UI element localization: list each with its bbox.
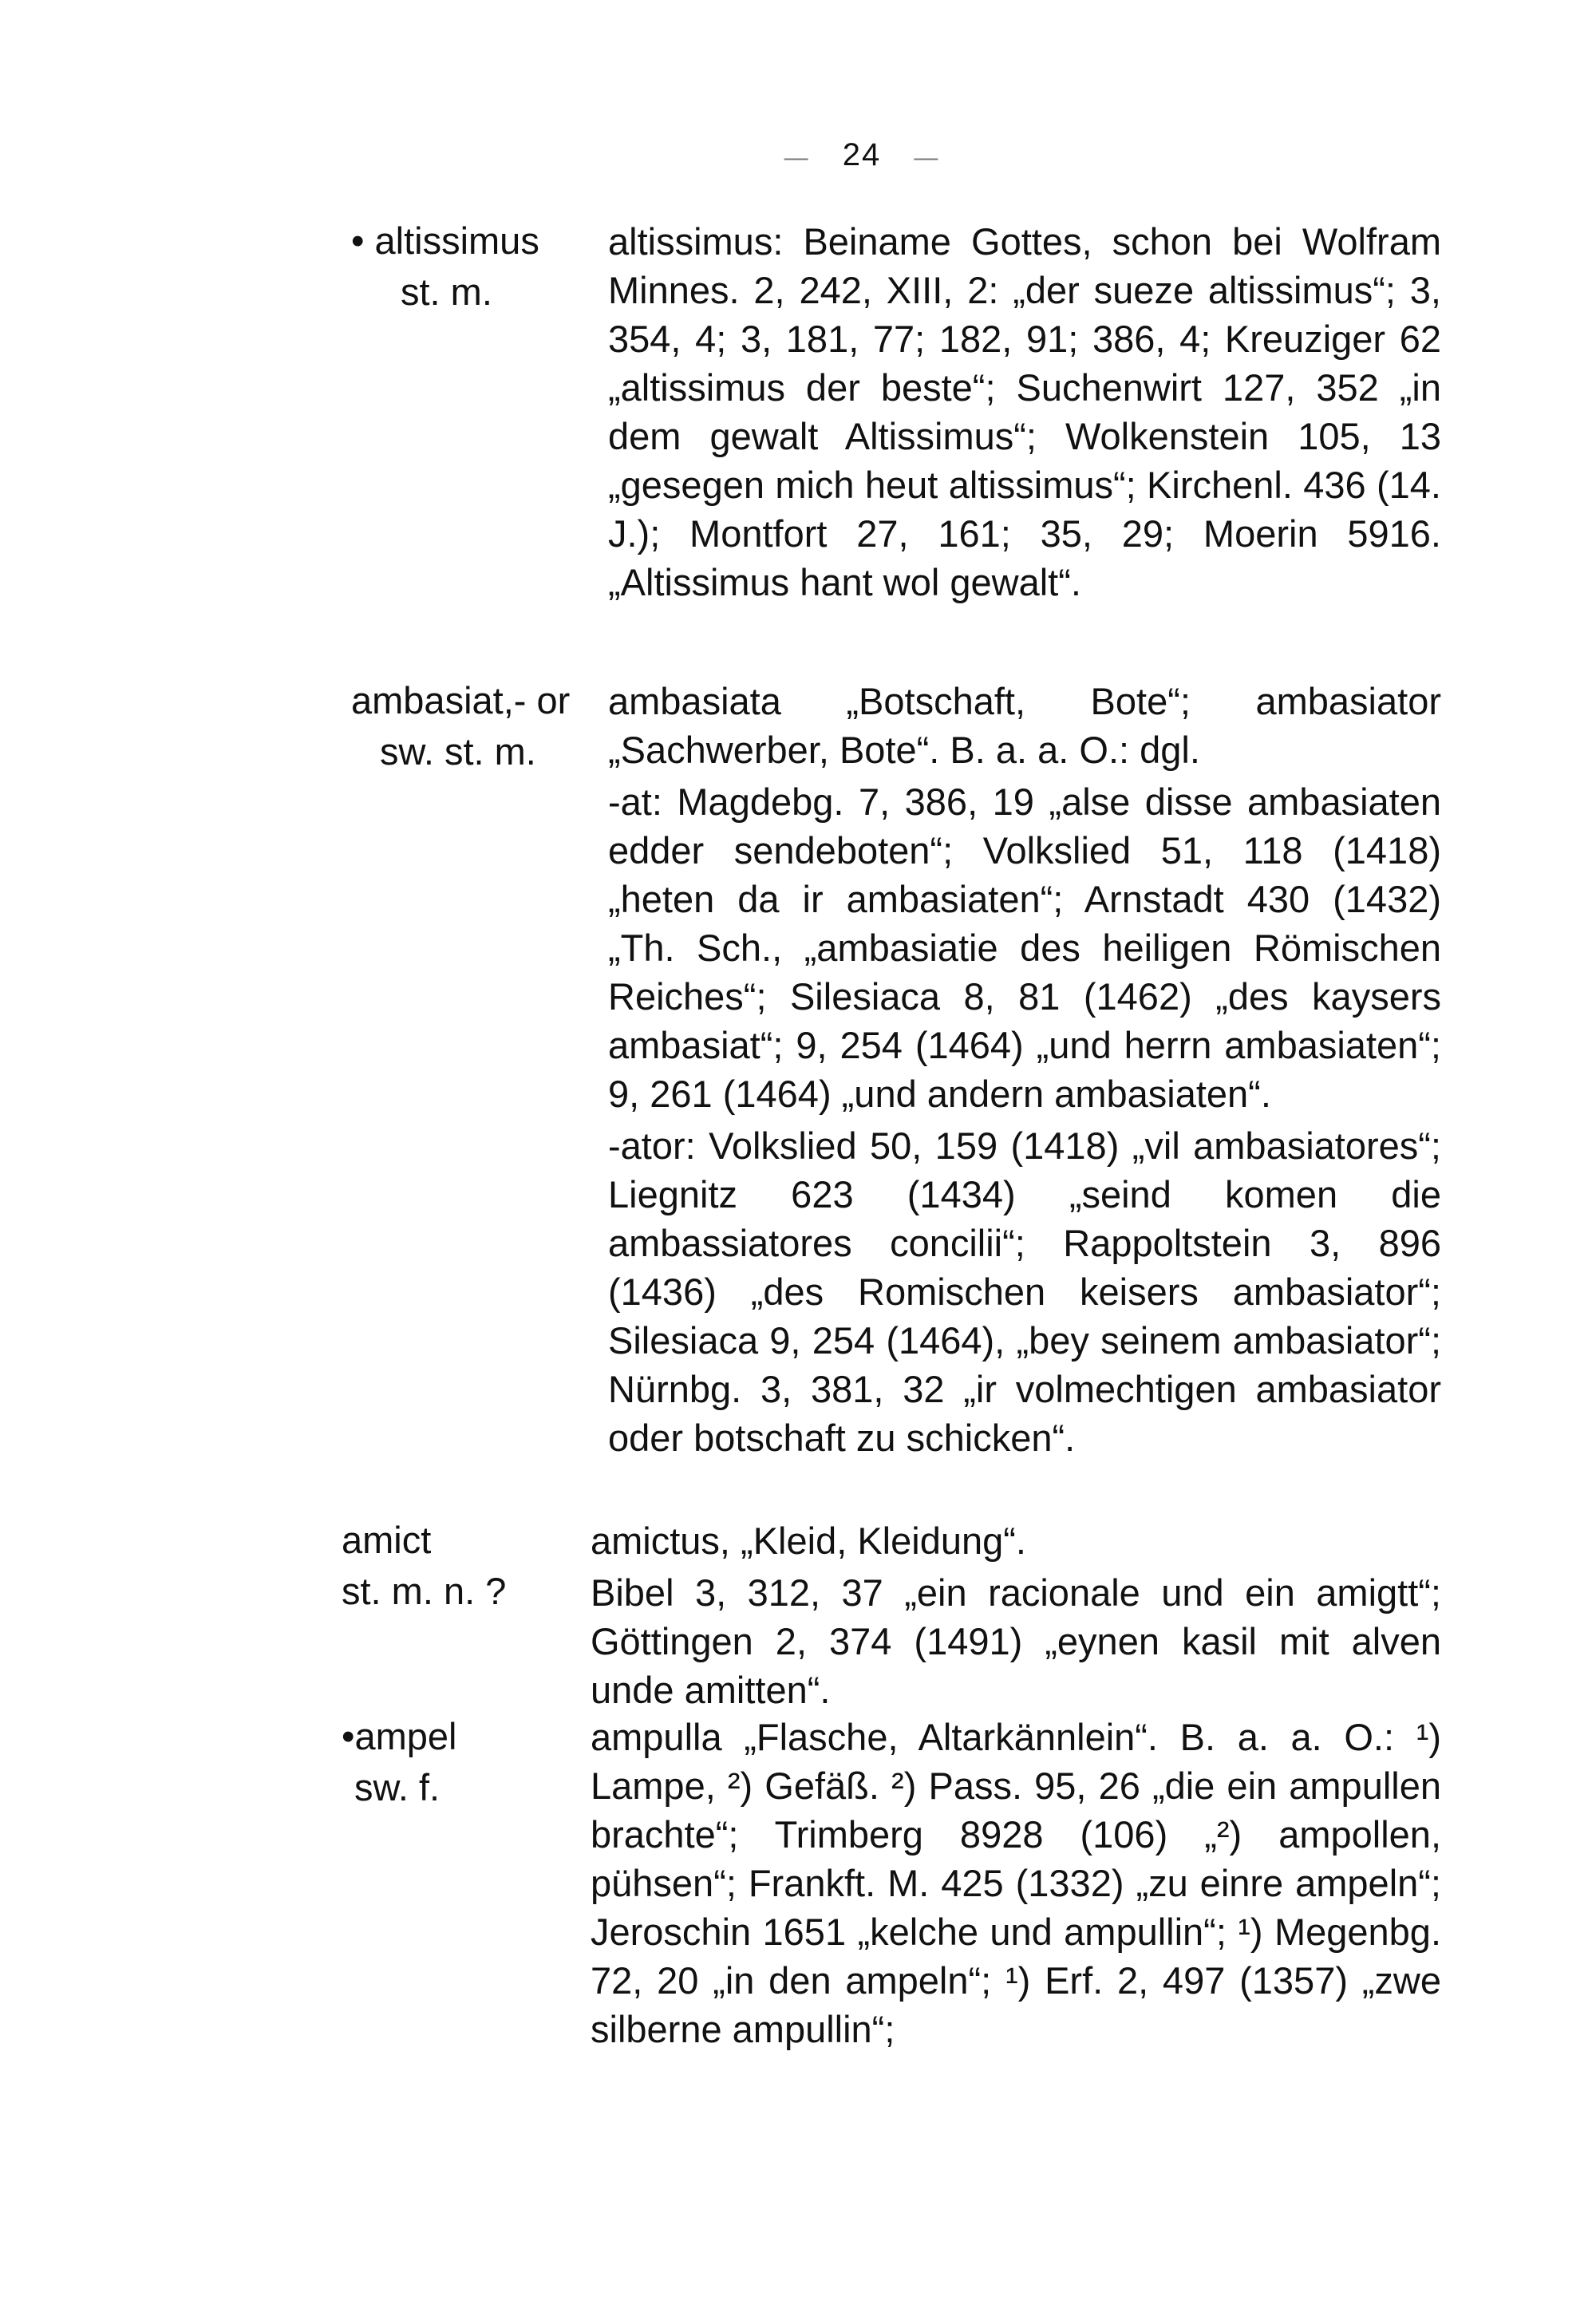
headword-lemma: amict [342,1519,432,1561]
entry-paragraph: ampulla „Flasche, Altarkännlein“. B. a. a. O.: ¹) Lampe, ²) Gefäß. ²) Pass. 95, 26 „die ein ampullen brachte“; Trimberg 8928 (106) „²) ampollen, pühsen“; Frankft. M. 425 (1332) „zu einre ampeln“; Jeroschin 1651 „kelche und ampullin“; ¹) Megenbg. 72, 20 „in den ampeln“; ¹) Erf. 2, 497 (1357) „zwe silberne ampullin“; [591,1716,1441,2050]
entry-paragraph: -at: Magdebg. 7, 386, 19 „alse disse ambasiaten edder sendeboten“; Volkslied 51, 118 (1418) „heten da ir ambasiaten“; Arnstadt 430 (1432) „Th. Sch., „ambasiatie des heiligen Römischen Reiches“; Silesiaca 8, 81 (1462) „des kaysers ambasiat“; 9, 254 (1464) „und herrn ambasiaten“; 9, 261 (1464) „und andern ambasiaten“. [608,781,1441,1115]
page-number-value: 24 [842,137,882,172]
entry-paragraph: ambasiata „Botschaft, Bote“; ambasiator „Sachwerber, Bote“. B. a. a. O.: dgl. [608,680,1441,771]
entry-body [591,1713,1441,2053]
headword-lemma: • altissimus [351,219,539,262]
headword-grammar: st. m. [401,271,492,313]
entry-headword [351,675,591,777]
entry-body [591,1516,1441,1714]
page-number-dash-right: — [914,144,940,171]
entry-headword [342,1711,581,1813]
entry-body [608,677,1441,1462]
headword-grammar: sw. st. m. [380,730,536,773]
entry-paragraph: Bibel 3, 312, 37 „ein racionale und ein amigtt“; Göttingen 2, 374 (1491) „eynen kasil mit alven unde amitten“. [591,1571,1441,1711]
entry-paragraph: -ator: Volkslied 50, 159 (1418) „vil ambasiatores“; Liegnitz 623 (1434) „seind komen die ambassiatores concilii“; Rappoltstein 3, 896 (1436) „des Romischen keisers ambasiator“; Silesiaca 9, 254 (1464), „bey seinem ambasiator“; Nürnbg. 3, 381, 32 „ir volmechtigen ambasiator oder botschaft zu schicken“. [608,1124,1441,1459]
entry-paragraph: altissimus: Beiname Gottes, schon bei Wolfram Minnes. 2, 242, XIII, 2: „der sueze altissimus“; 3, 354, 4; 3, 181, 77; 182, 91; 386, 4; Kreuziger 62 „altissimus der beste“; Suchenwirt 127, 352 „in dem gewalt Altissimus“; Wolkenstein 105, 13 „gesegen mich heut altissimus“; Kirchenl. 436 (14. J.); Montfort 27, 161; 35, 29; Moerin 5916. „Altissimus hant wol gewalt“. [608,220,1441,603]
headword-grammar: sw. f. [354,1766,440,1808]
entry-body [608,217,1441,607]
headword-grammar: st. m. n. ? [342,1570,507,1612]
headword-lemma: •ampel [342,1715,457,1757]
entry-headword [351,215,591,318]
entry-paragraph: amictus, „Kleid, Kleidung“. [591,1520,1026,1562]
page-number [0,137,1596,173]
entry-headword [342,1515,581,1617]
page-number-dash-left: — [784,144,810,171]
headword-lemma: ambasiat,- or [351,679,571,721]
